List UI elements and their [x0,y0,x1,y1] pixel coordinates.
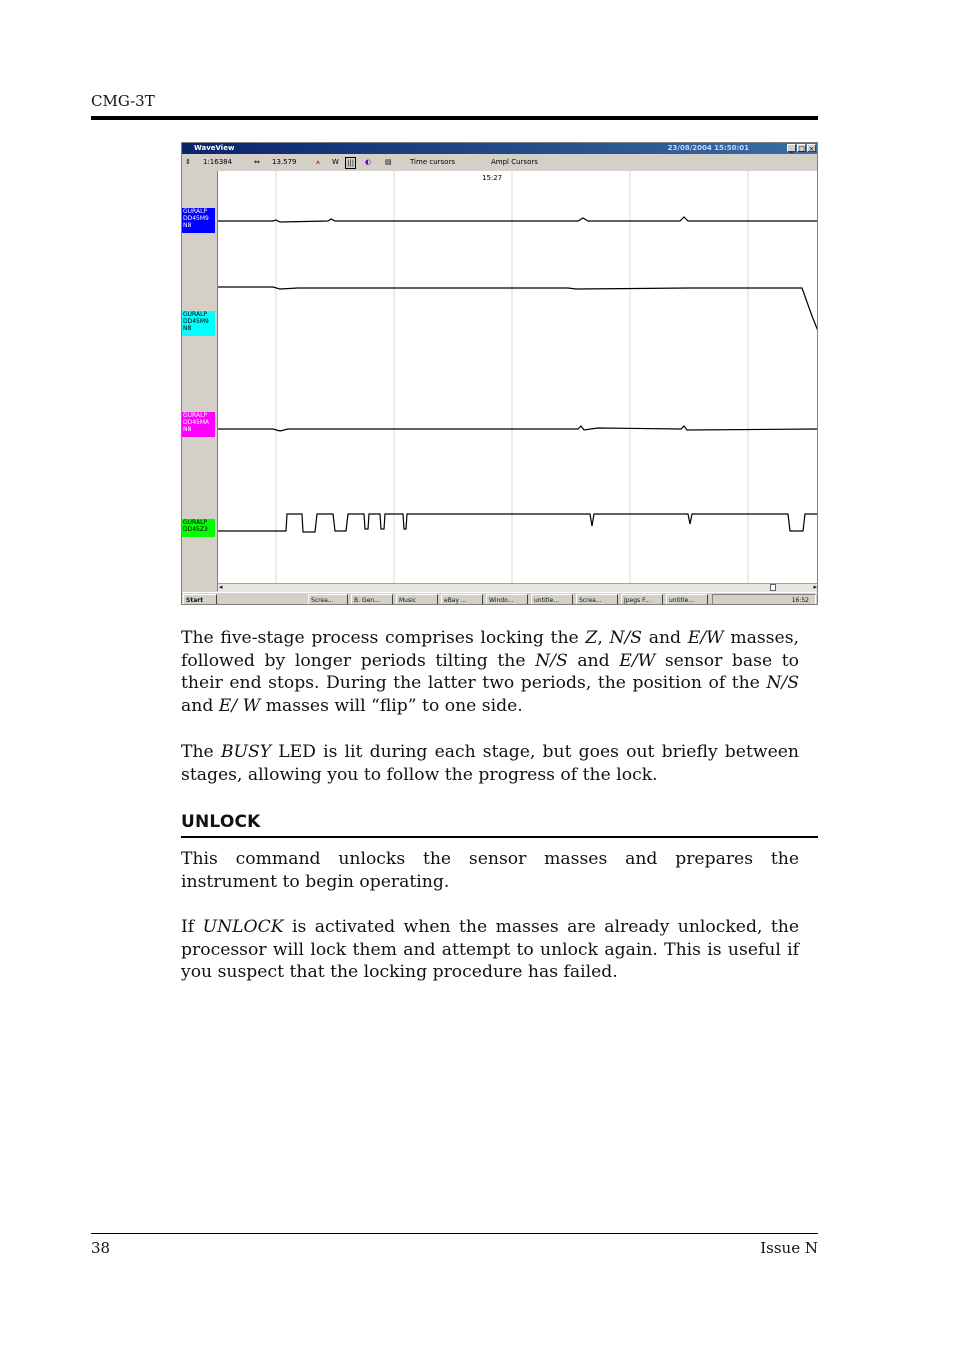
trace-plot[interactable] [218,171,818,583]
task-button-9[interactable]: untitle... [666,594,708,605]
leftright-arrows-icon[interactable]: ⇔ [254,158,260,166]
section-heading-unlock: UNLOCK [181,812,261,832]
maximize-icon[interactable]: □ [798,145,805,153]
paragraph-process: The five-stage process comprises locking the Z, N/S and E/W masses, followed by longer periods tilting the N/S and E/W sensor base to their end stops. During the latter two periods, the position of the N/S and E/ W masses will “flip” to one side. [181,628,799,717]
task-button-4[interactable]: eBay ... [441,594,483,605]
task-button-5[interactable]: Windo... [486,594,528,605]
channel-label-panel [182,171,218,591]
waveview-screenshot [181,142,818,605]
trace-svg [218,171,818,583]
page-number: 38 [91,1239,111,1257]
filter-icon[interactable]: W [332,158,339,166]
system-tray [712,594,816,605]
trace-4 [218,514,818,532]
scroll-thumb[interactable] [770,584,776,591]
window-title: WaveView [194,144,235,152]
task-button-8[interactable]: Jpegs F... [621,594,663,605]
running-header: CMG-3T [91,92,155,110]
task-button-1[interactable]: Screa... [308,594,348,605]
ampl-cursors-label[interactable]: Ampl Cursors [491,158,538,166]
task-button-6[interactable]: untitle... [531,594,573,605]
window-titlebar [182,143,817,154]
channel-label-2[interactable]: GURALP DD45M9 N8 [182,311,215,336]
trace-1 [218,217,818,222]
paragraph-unlock-detail: If UNLOCK is activated when the masses are already unlocked, the processor will lock them and attempt to unlock again. This is useful if you suspect that the locking procedure has failed. [181,917,800,983]
paragraph-busy-led: The BUSY LED is lit during each stage, but goes out briefly between stages, allowing you to follow the progress of the lock. [181,742,799,785]
trace-3 [218,426,818,431]
scroll-left-icon[interactable]: ◂ [219,583,223,591]
channel-label-4[interactable]: GURALP DD45Z3 [182,519,215,537]
print-icon[interactable]: ▤ [385,158,392,166]
waveview-toolbar [182,155,817,170]
updown-arrows-icon[interactable]: ⇕ [185,158,191,166]
window-datetime: 23/08/2004 15:50:01 [667,144,749,152]
value-readout: 13.579 [272,158,297,166]
time-mark-label: 15:27 [482,174,503,182]
paragraph-unlock-intro: This command unlocks the sensor masses and prepares the instrument to begin operating. [181,849,799,892]
time-cursors-label[interactable]: Time cursors [410,158,455,166]
channel-label-3[interactable]: GURALP DD45MA N8 [182,412,215,437]
scale-readout: 1:16384 [203,158,233,166]
trace-2 [218,287,818,331]
task-button-3[interactable]: Music [396,594,438,605]
spectrum-icon[interactable]: ◐ [365,158,372,166]
footer-rule [91,1233,818,1234]
minimize-icon[interactable]: _ [787,144,796,152]
windows-taskbar [182,592,817,605]
pick-icon[interactable]: ⩚ [316,158,320,166]
channel-label-1[interactable]: GURALP DD45M9 N8 [182,208,215,233]
close-icon[interactable]: × [808,145,815,153]
issue-label: Issue N [760,1239,818,1257]
section-rule [181,836,818,838]
bars-icon[interactable]: ||| [347,159,355,167]
task-button-2[interactable]: B. Gen... [351,594,393,605]
task-button-7[interactable]: Screa... [576,594,618,605]
scroll-right-icon[interactable]: ▸ [813,583,817,591]
start-button[interactable]: Start [183,594,217,605]
tray-clock: 16:52 [791,597,809,604]
header-rule [91,116,818,120]
